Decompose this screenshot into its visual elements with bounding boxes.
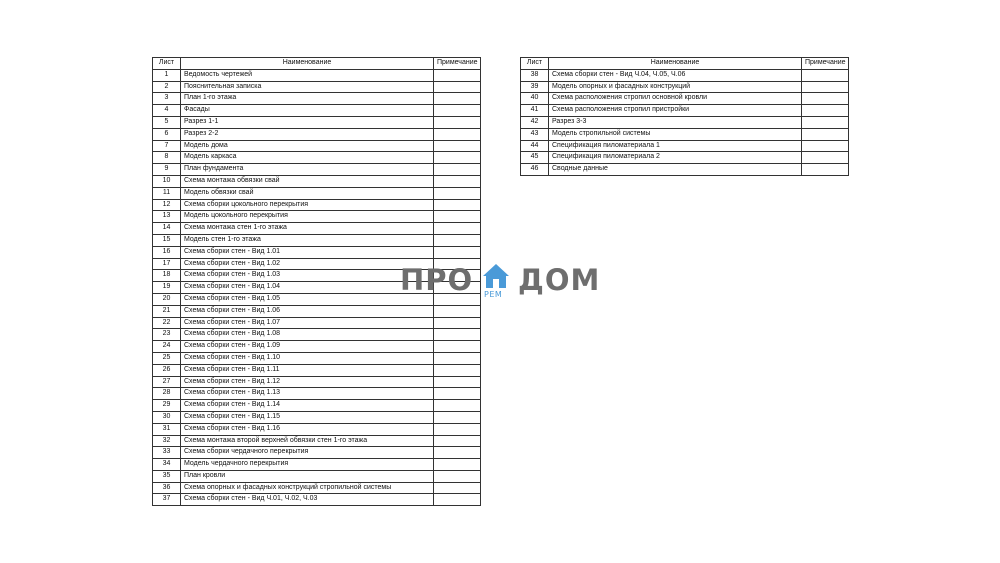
sheet-name-cell: Схема сборки стен - Вид Ч.01, Ч.02, Ч.03 bbox=[181, 494, 434, 506]
sheet-number-cell: 10 bbox=[153, 175, 181, 187]
sheet-note-cell bbox=[434, 352, 481, 364]
table-row bbox=[153, 423, 481, 435]
table-row bbox=[153, 93, 481, 105]
sheet-name-cell: Модель чердачного перекрытия bbox=[181, 459, 434, 471]
sheet-number-cell: 4 bbox=[153, 105, 181, 117]
sheet-number-cell: 21 bbox=[153, 305, 181, 317]
sheet-name-cell: Схема сборки стен - Вид 1.02 bbox=[181, 258, 434, 270]
sheet-name-cell: План фундамента bbox=[181, 164, 434, 176]
table-row bbox=[153, 211, 481, 223]
sheet-number-cell: 7 bbox=[153, 140, 181, 152]
sheet-number-cell: 43 bbox=[521, 128, 549, 140]
sheet-number-cell: 32 bbox=[153, 435, 181, 447]
sheet-note-cell bbox=[434, 164, 481, 176]
table-row bbox=[153, 199, 481, 211]
sheet-number-cell: 3 bbox=[153, 93, 181, 105]
table-row bbox=[153, 494, 481, 506]
sheet-note-cell bbox=[434, 364, 481, 376]
sheet-number-cell: 23 bbox=[153, 329, 181, 341]
sheet-name-cell: Схема расположения стропил основной кровли bbox=[549, 93, 802, 105]
sheet-note-cell bbox=[434, 81, 481, 93]
sheet-note-cell bbox=[434, 140, 481, 152]
sheet-number-cell: 13 bbox=[153, 211, 181, 223]
table-row bbox=[153, 187, 481, 199]
sheet-number-cell: 40 bbox=[521, 93, 549, 105]
table-row bbox=[153, 305, 481, 317]
sheet-number-cell: 12 bbox=[153, 199, 181, 211]
watermark-subtext: РЕМ bbox=[484, 290, 503, 299]
sheet-name-cell: Схема сборки цокольного перекрытия bbox=[181, 199, 434, 211]
sheet-name-cell: Модель стропильной системы bbox=[549, 128, 802, 140]
table-row bbox=[153, 152, 481, 164]
sheet-name-cell: Схема сборки стен - Вид 1.09 bbox=[181, 341, 434, 353]
sheet-number-cell: 24 bbox=[153, 341, 181, 353]
sheet-note-cell bbox=[434, 447, 481, 459]
sheet-name-cell: Модель опорных и фасадных конструкций bbox=[549, 81, 802, 93]
sheet-name-cell: Спецификация пиломатериала 1 bbox=[549, 140, 802, 152]
table-row bbox=[153, 128, 481, 140]
sheet-name-cell: Схема сборки стен - Вид 1.01 bbox=[181, 246, 434, 258]
table-row bbox=[153, 69, 481, 81]
watermark-text-left: ПРО bbox=[400, 263, 474, 297]
watermark-logo bbox=[400, 263, 600, 303]
header-name: Наименование bbox=[181, 58, 434, 70]
sheet-name-cell: Модель стен 1-го этажа bbox=[181, 234, 434, 246]
sheet-number-cell: 31 bbox=[153, 423, 181, 435]
sheet-note-cell bbox=[434, 411, 481, 423]
sheet-number-cell: 44 bbox=[521, 140, 549, 152]
table-body-right bbox=[521, 69, 849, 175]
sheet-name-cell: Схема сборки стен - Вид 1.13 bbox=[181, 388, 434, 400]
sheet-name-cell: Схема сборки стен - Вид 1.04 bbox=[181, 282, 434, 294]
table-header-row bbox=[521, 58, 849, 70]
sheet-name-cell: Ведомость чертежей bbox=[181, 69, 434, 81]
sheet-name-cell: Схема сборки стен - Вид 1.10 bbox=[181, 352, 434, 364]
sheet-name-cell: Схема монтажа обвязки свай bbox=[181, 175, 434, 187]
table-row bbox=[153, 341, 481, 353]
table-row bbox=[153, 223, 481, 235]
sheet-name-cell: Схема монтажа стен 1-го этажа bbox=[181, 223, 434, 235]
sheet-note-cell bbox=[434, 459, 481, 471]
sheet-name-cell: Схема сборки стен - Вид 1.15 bbox=[181, 411, 434, 423]
sheet-note-cell bbox=[434, 470, 481, 482]
sheet-note-cell bbox=[802, 105, 849, 117]
sheet-note-cell bbox=[802, 152, 849, 164]
header-sheet: Лист bbox=[153, 58, 181, 70]
sheet-name-cell: Фасады bbox=[181, 105, 434, 117]
sheet-number-cell: 17 bbox=[153, 258, 181, 270]
table-row bbox=[153, 364, 481, 376]
sheet-name-cell: Модель цокольного перекрытия bbox=[181, 211, 434, 223]
table-row bbox=[521, 128, 849, 140]
sheet-name-cell: Спецификация пиломатериала 2 bbox=[549, 152, 802, 164]
sheet-note-cell bbox=[434, 223, 481, 235]
sheet-name-cell: Разрез 2-2 bbox=[181, 128, 434, 140]
sheet-name-cell: Схема сборки стен - Вид 1.06 bbox=[181, 305, 434, 317]
sheet-note-cell bbox=[434, 187, 481, 199]
table-row bbox=[153, 317, 481, 329]
sheet-note-cell bbox=[802, 81, 849, 93]
table-row bbox=[153, 116, 481, 128]
table-row bbox=[521, 69, 849, 81]
sheet-note-cell bbox=[434, 211, 481, 223]
sheet-number-cell: 29 bbox=[153, 400, 181, 412]
sheet-number-cell: 2 bbox=[153, 81, 181, 93]
table-row bbox=[153, 376, 481, 388]
sheet-name-cell: Схема сборки стен - Вид 1.07 bbox=[181, 317, 434, 329]
sheet-note-cell bbox=[802, 128, 849, 140]
sheet-number-cell: 6 bbox=[153, 128, 181, 140]
sheet-note-cell bbox=[434, 482, 481, 494]
sheet-note-cell bbox=[434, 246, 481, 258]
sheet-note-cell bbox=[434, 105, 481, 117]
sheet-note-cell bbox=[434, 234, 481, 246]
sheet-note-cell bbox=[434, 317, 481, 329]
sheet-name-cell: Схема опорных и фасадных конструкций стропильной системы bbox=[181, 482, 434, 494]
sheet-name-cell: Схема сборки стен - Вид 1.14 bbox=[181, 400, 434, 412]
sheet-number-cell: 22 bbox=[153, 317, 181, 329]
sheet-number-cell: 30 bbox=[153, 411, 181, 423]
sheet-note-cell bbox=[434, 400, 481, 412]
table-row bbox=[153, 470, 481, 482]
sheet-note-cell bbox=[802, 69, 849, 81]
sheet-number-cell: 42 bbox=[521, 116, 549, 128]
sheet-note-cell bbox=[434, 128, 481, 140]
sheet-name-cell: Пояснительная записка bbox=[181, 81, 434, 93]
sheet-name-cell: Схема сборки стен - Вид 1.03 bbox=[181, 270, 434, 282]
sheet-note-cell bbox=[434, 199, 481, 211]
header-name: Наименование bbox=[549, 58, 802, 70]
sheet-number-cell: 33 bbox=[153, 447, 181, 459]
sheet-name-cell: План кровли bbox=[181, 470, 434, 482]
sheet-name-cell: Схема сборки стен - Вид 1.12 bbox=[181, 376, 434, 388]
sheet-number-cell: 28 bbox=[153, 388, 181, 400]
sheet-number-cell: 26 bbox=[153, 364, 181, 376]
table-row bbox=[521, 164, 849, 176]
table-row bbox=[521, 93, 849, 105]
sheet-note-cell bbox=[434, 376, 481, 388]
sheet-number-cell: 25 bbox=[153, 352, 181, 364]
sheet-number-cell: 20 bbox=[153, 293, 181, 305]
sheet-name-cell: Схема сборки стен - Вид 1.11 bbox=[181, 364, 434, 376]
sheet-note-cell bbox=[434, 152, 481, 164]
sheet-name-cell: Схема монтажа второй верхней обвязки стен 1-го этажа bbox=[181, 435, 434, 447]
sheet-number-cell: 16 bbox=[153, 246, 181, 258]
sheet-number-cell: 5 bbox=[153, 116, 181, 128]
table-row bbox=[153, 411, 481, 423]
table-row bbox=[153, 435, 481, 447]
sheet-name-cell: Модель дома bbox=[181, 140, 434, 152]
table-row bbox=[521, 116, 849, 128]
sheet-note-cell bbox=[434, 435, 481, 447]
watermark-text-right: ДОМ bbox=[518, 263, 601, 297]
sheet-note-cell bbox=[434, 305, 481, 317]
table-row bbox=[153, 482, 481, 494]
table-row bbox=[521, 140, 849, 152]
drawing-list-table-right bbox=[520, 57, 849, 176]
table-header-row bbox=[153, 58, 481, 70]
sheet-name-cell: Разрез 3-3 bbox=[549, 116, 802, 128]
sheet-number-cell: 36 bbox=[153, 482, 181, 494]
sheet-number-cell: 35 bbox=[153, 470, 181, 482]
table-row bbox=[153, 400, 481, 412]
sheet-note-cell bbox=[434, 388, 481, 400]
sheet-number-cell: 45 bbox=[521, 152, 549, 164]
sheet-number-cell: 15 bbox=[153, 234, 181, 246]
sheet-name-cell: Схема сборки стен - Вид 1.16 bbox=[181, 423, 434, 435]
table-row bbox=[153, 81, 481, 93]
sheet-number-cell: 38 bbox=[521, 69, 549, 81]
sheet-note-cell bbox=[802, 140, 849, 152]
table-row bbox=[521, 152, 849, 164]
sheet-note-cell bbox=[802, 93, 849, 105]
header-note: Примечание bbox=[802, 58, 849, 70]
sheet-note-cell bbox=[802, 164, 849, 176]
table-row bbox=[153, 352, 481, 364]
sheet-number-cell: 27 bbox=[153, 376, 181, 388]
table-row bbox=[521, 81, 849, 93]
sheet-number-cell: 46 bbox=[521, 164, 549, 176]
sheet-number-cell: 37 bbox=[153, 494, 181, 506]
sheet-note-cell bbox=[434, 423, 481, 435]
sheet-number-cell: 14 bbox=[153, 223, 181, 235]
sheet-number-cell: 1 bbox=[153, 69, 181, 81]
sheet-number-cell: 34 bbox=[153, 459, 181, 471]
sheet-name-cell: План 1-го этажа bbox=[181, 93, 434, 105]
sheet-number-cell: 18 bbox=[153, 270, 181, 282]
table-row bbox=[153, 329, 481, 341]
header-note: Примечание bbox=[434, 58, 481, 70]
sheet-note-cell bbox=[434, 494, 481, 506]
sheet-name-cell: Схема расположения стропил пристройки bbox=[549, 105, 802, 117]
table-row bbox=[521, 105, 849, 117]
sheet-name-cell: Модель обвязки свай bbox=[181, 187, 434, 199]
table-row bbox=[153, 105, 481, 117]
sheet-name-cell: Сводные данные bbox=[549, 164, 802, 176]
sheet-note-cell bbox=[434, 93, 481, 105]
sheet-number-cell: 41 bbox=[521, 105, 549, 117]
sheet-note-cell bbox=[802, 116, 849, 128]
table-row bbox=[153, 175, 481, 187]
sheet-number-cell: 9 bbox=[153, 164, 181, 176]
sheet-note-cell bbox=[434, 69, 481, 81]
sheet-name-cell: Разрез 1-1 bbox=[181, 116, 434, 128]
sheet-note-cell bbox=[434, 175, 481, 187]
sheet-number-cell: 39 bbox=[521, 81, 549, 93]
sheet-name-cell: Модель каркаса bbox=[181, 152, 434, 164]
table-row bbox=[153, 447, 481, 459]
sheet-name-cell: Схема сборки чердачного перекрытия bbox=[181, 447, 434, 459]
sheet-note-cell bbox=[434, 341, 481, 353]
sheet-number-cell: 19 bbox=[153, 282, 181, 294]
sheet-name-cell: Схема сборки стен - Вид 1.05 bbox=[181, 293, 434, 305]
sheet-note-cell bbox=[434, 116, 481, 128]
table-row bbox=[153, 388, 481, 400]
table-row bbox=[153, 246, 481, 258]
sheet-number-cell: 8 bbox=[153, 152, 181, 164]
sheet-name-cell: Схема сборки стен - Вид 1.08 bbox=[181, 329, 434, 341]
table-row bbox=[153, 164, 481, 176]
table-row bbox=[153, 140, 481, 152]
header-sheet: Лист bbox=[521, 58, 549, 70]
table-row bbox=[153, 459, 481, 471]
house-icon bbox=[481, 263, 511, 289]
sheet-number-cell: 11 bbox=[153, 187, 181, 199]
table-row bbox=[153, 234, 481, 246]
sheet-note-cell bbox=[434, 329, 481, 341]
sheet-name-cell: Схема сборки стен - Вид Ч.04, Ч.05, Ч.06 bbox=[549, 69, 802, 81]
